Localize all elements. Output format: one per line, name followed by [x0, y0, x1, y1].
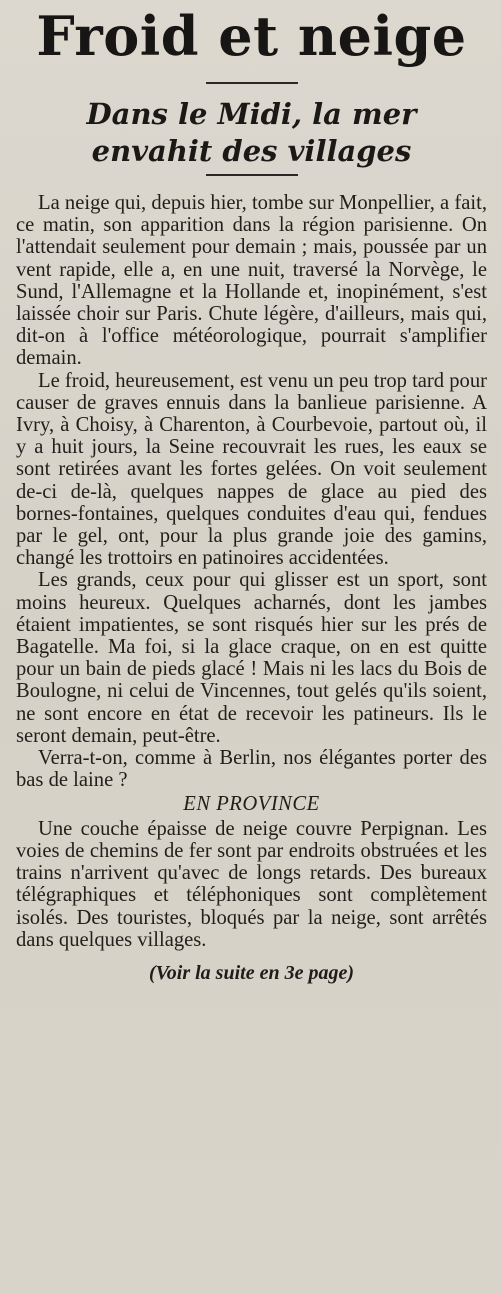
subheadline-divider — [206, 174, 298, 176]
subheadline — [16, 96, 487, 170]
paragraph-1: La neige qui, depuis hier, tombe sur Monpellier, a fait, ce matin, son apparition dans la région parisienne. On l'attendait seulement pour demain ; mais, poussée par un vent rapide, elle a, en une nuit, traversé la Norvège, le Sund, l'Allemagne et la Hollande et, inopinément, s'est laissée choir sur Paris. Chute légère, d'ailleurs, mais qui, dit-on à l'office météorologique, pourrait s'amplifier demain. — [16, 192, 487, 370]
headline: Froid et neige — [36, 4, 467, 68]
paragraph-2: Le froid, heureusement, est venu un peu trop tard pour causer de graves ennuis dans la banlieue parisienne. A Ivry, à Choisy, à Charenton, à Courbevoie, partout où, il y a huit jours, la Seine recouvrait les rues, les eaux se sont retirées avant les fortes gelées. On voit seulement de-ci de-là, quelques nappes de glace au pied des bornes-fontaines, quelques conduites d'eau qui, fendues par le gel, ont, pour la plus grande joie des gamins, changé les trottoirs en patinoires accidentées. — [16, 369, 487, 570]
article-body — [16, 192, 487, 951]
subheadline-line-2: envahit des villages — [91, 134, 412, 168]
subheadline-line-1: Dans le Midi, la mer — [86, 97, 417, 131]
section-heading-province: EN PROVINCE — [183, 793, 320, 816]
paragraph-3: Les grands, ceux pour qui glisser est un sport, sont moins heureux. Quelques acharnés, dont les jambes étaient impatientes, se sont risqués hier sur les prés de Bagatelle. Ma foi, si la glace craque, on en est quitte pour un bain de pieds glacé ! Mais ni les lacs du Bois de Boulogne, ni celui de Vincennes, tout gelés qu'ils soient, ne sont encore en état de recevoir les patineurs. Ils le seront demain, peut-être. — [16, 569, 487, 747]
headline-divider — [206, 82, 298, 84]
continuation-note: (Voir la suite en 3e page) — [149, 961, 354, 984]
province-paragraph-1: Une couche épaisse de neige couvre Perpignan. Les voies de chemins de fer sont par endroits obstruées et les trains n'arrivent qu'avec de longs retards. Des bureaux télégraphiques et téléphoniques sont complètement isolés. Des touristes, bloqués par la neige, sont arrêtés dans quelques villages. — [16, 817, 487, 951]
paragraph-4: Verra-t-on, comme à Berlin, nos élégantes porter des bas de laine ? — [16, 747, 487, 792]
